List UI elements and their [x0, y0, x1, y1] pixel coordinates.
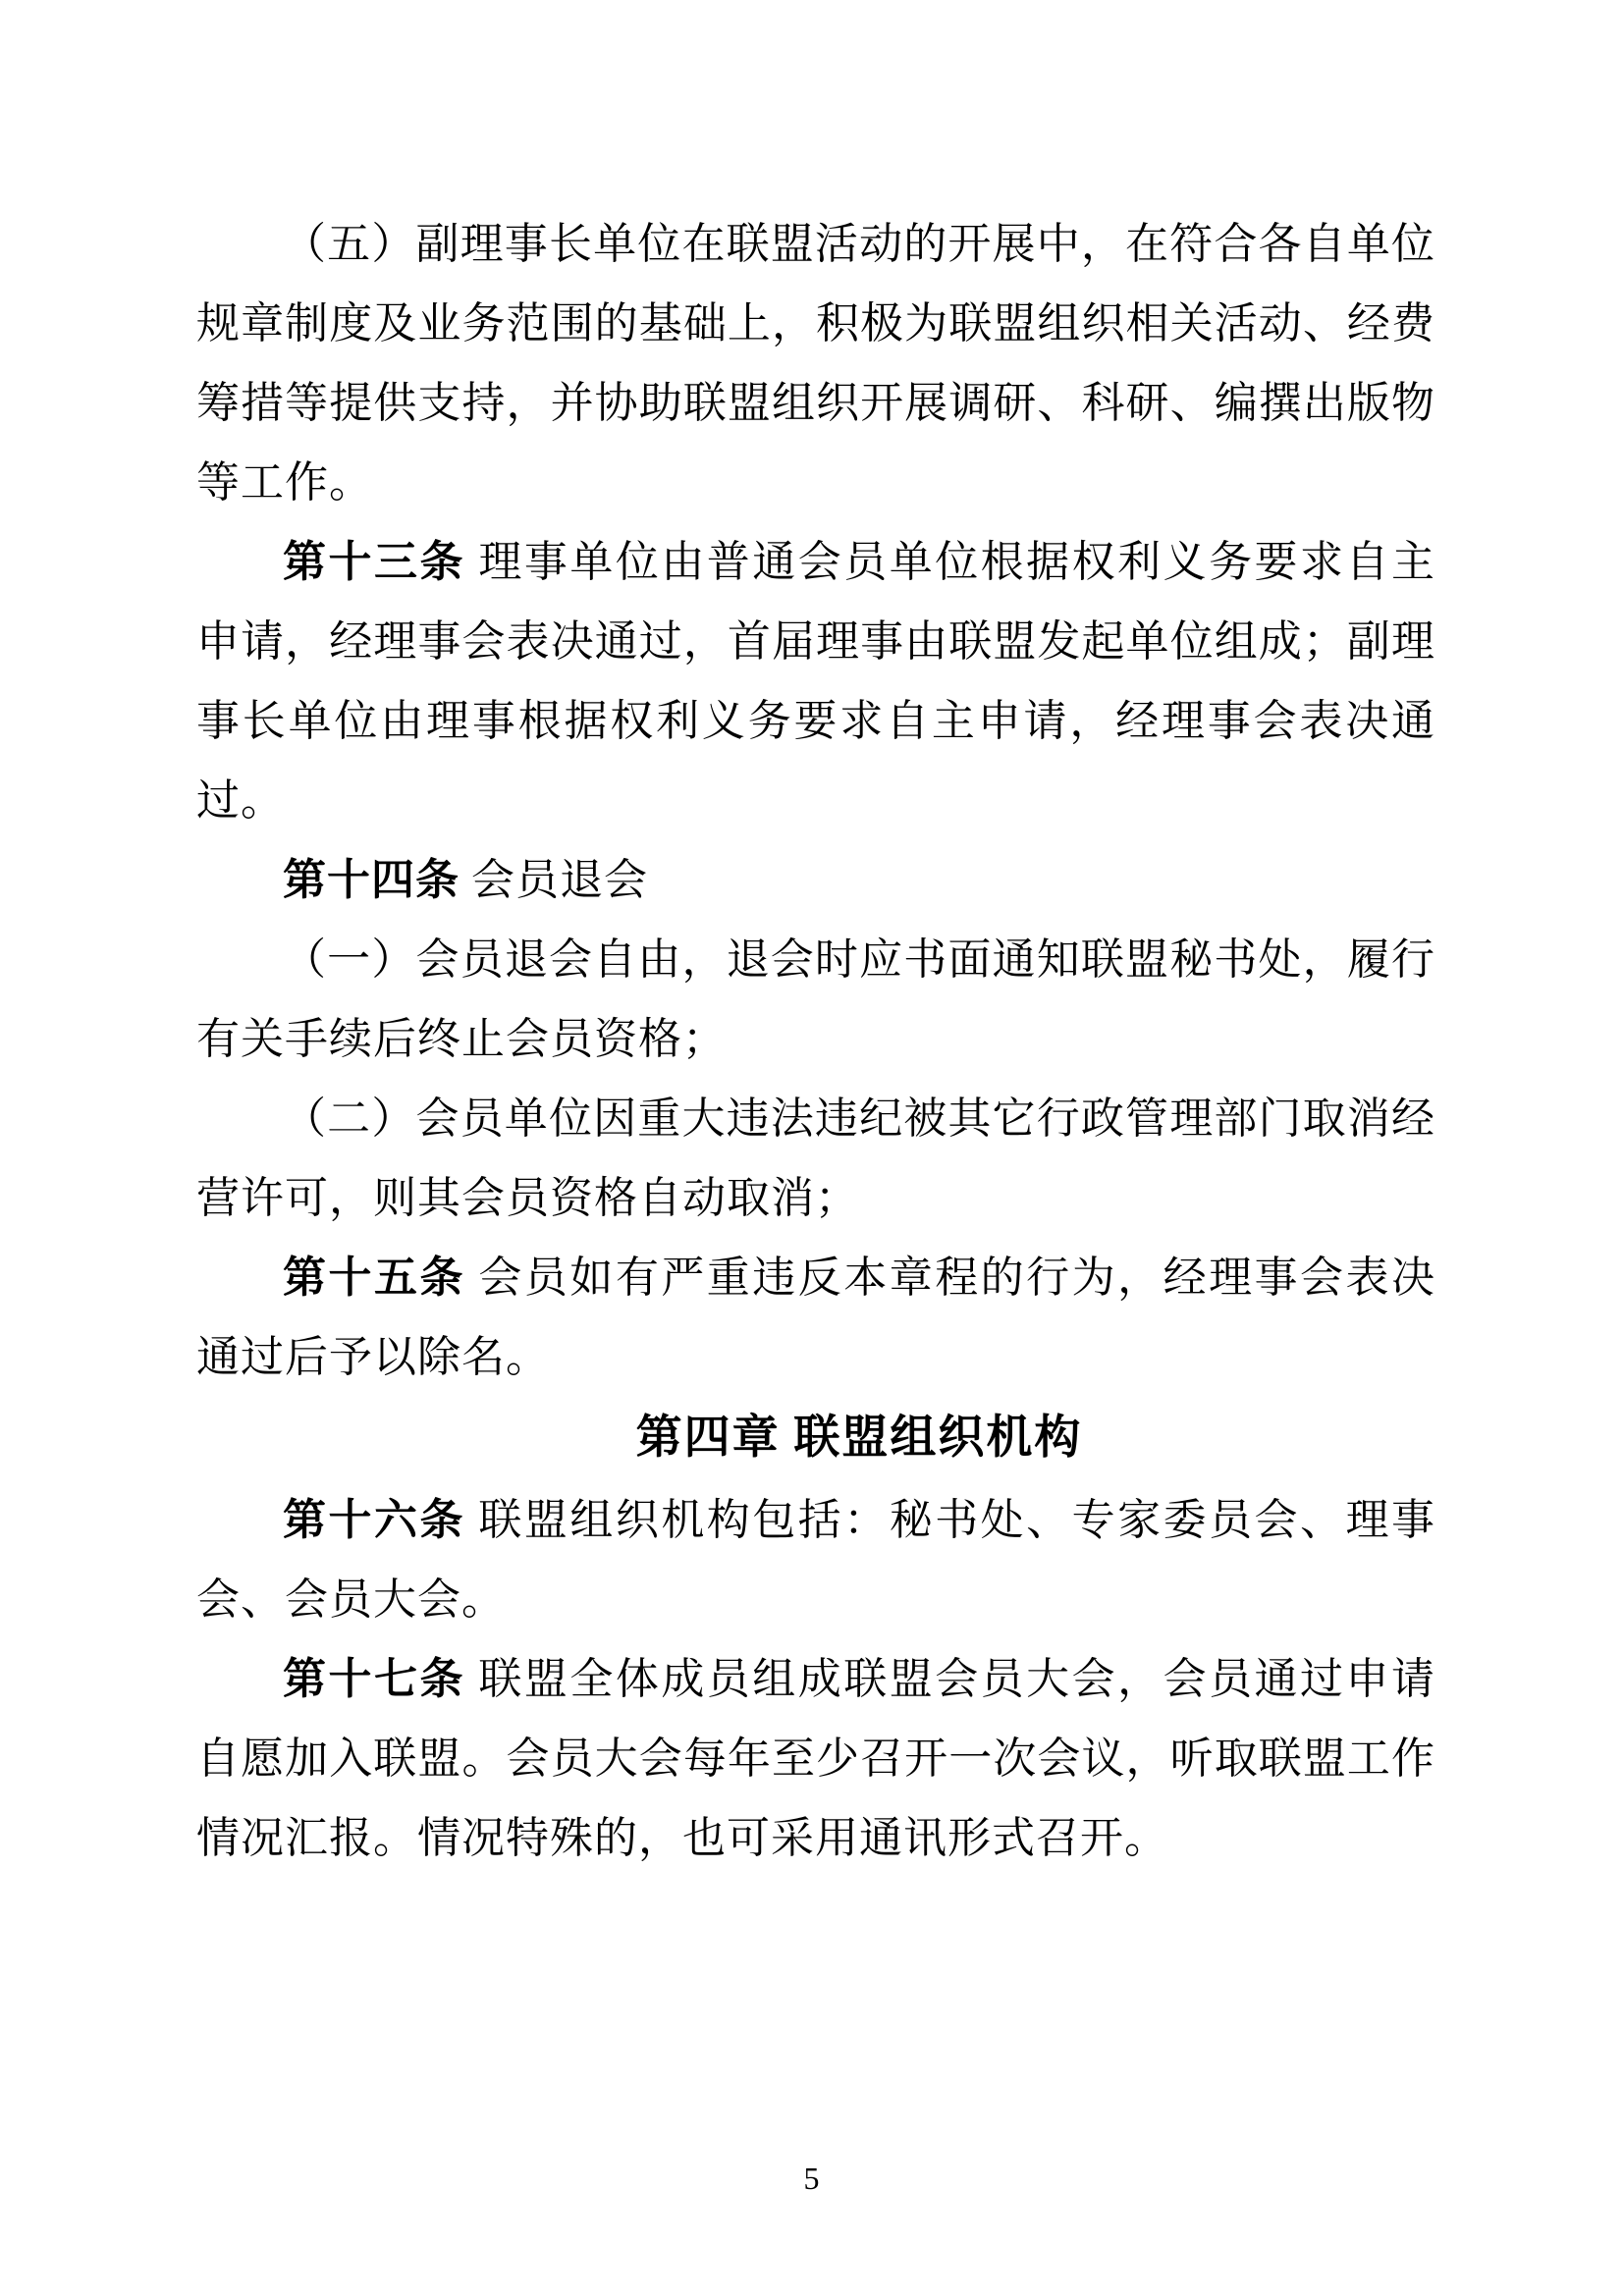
- article-15-paragraph: [196, 1238, 1435, 1397]
- paragraph-text: 联盟组织机构包括：秘书处、专家委员会、理事会、会员大会。: [196, 1496, 1435, 1624]
- document-body: [196, 204, 1435, 1878]
- article-16-paragraph: [196, 1480, 1435, 1639]
- paragraph-text: （二）会员单位因重大违法违纪被其它行政管理部门取消经营许可，则其会员资格自动取消；: [196, 1095, 1435, 1222]
- article-17-label: 第十七条: [283, 1655, 465, 1703]
- article-13-label: 第十三条: [283, 538, 465, 586]
- article-14-label: 第十四条: [283, 856, 460, 904]
- clause-2-paragraph: [196, 1079, 1435, 1238]
- paragraph-text: 会员退会: [460, 856, 648, 904]
- article-13-paragraph: [196, 522, 1435, 840]
- article-16-label: 第十六条: [283, 1496, 465, 1544]
- paragraph-text: （五）副理事长单位在联盟活动的开展中，在符合各自单位规章制度及业务范围的基础上，积极为联盟组织相关活动、经费筹措等提供支持，并协助联盟组织开展调研、科研、编撰出版物等工作。: [196, 220, 1435, 507]
- paragraph-text: 理事单位由普通会员单位根据权利义务要求自主申请，经理事会表决通过，首届理事由联盟发起单位组成；副理事长单位由理事根据权利义务要求自主申请，经理事会表决通过。: [196, 538, 1435, 825]
- paragraph-text: 联盟全体成员组成联盟会员大会，会员通过申请自愿加入联盟。会员大会每年至少召开一次会议，听取联盟工作情况汇报。情况特殊的，也可采用通讯形式召开。: [196, 1655, 1435, 1862]
- article-15-label: 第十五条: [283, 1254, 465, 1302]
- chapter-4-heading: 第四章 联盟组织机构: [635, 1413, 1083, 1464]
- clause-1-paragraph: [196, 920, 1435, 1079]
- article-17-paragraph: [196, 1639, 1435, 1878]
- article-14-paragraph: [196, 840, 1435, 920]
- paragraph-text: 会员如有严重违反本章程的行为，经理事会表决通过后予以除名。: [196, 1254, 1435, 1381]
- page-number: 5: [803, 2161, 820, 2196]
- paragraph-text: （一）会员退会自由，退会时应书面通知联盟秘书处，履行有关手续后终止会员资格；: [196, 935, 1435, 1063]
- clause-5-paragraph: [196, 204, 1435, 522]
